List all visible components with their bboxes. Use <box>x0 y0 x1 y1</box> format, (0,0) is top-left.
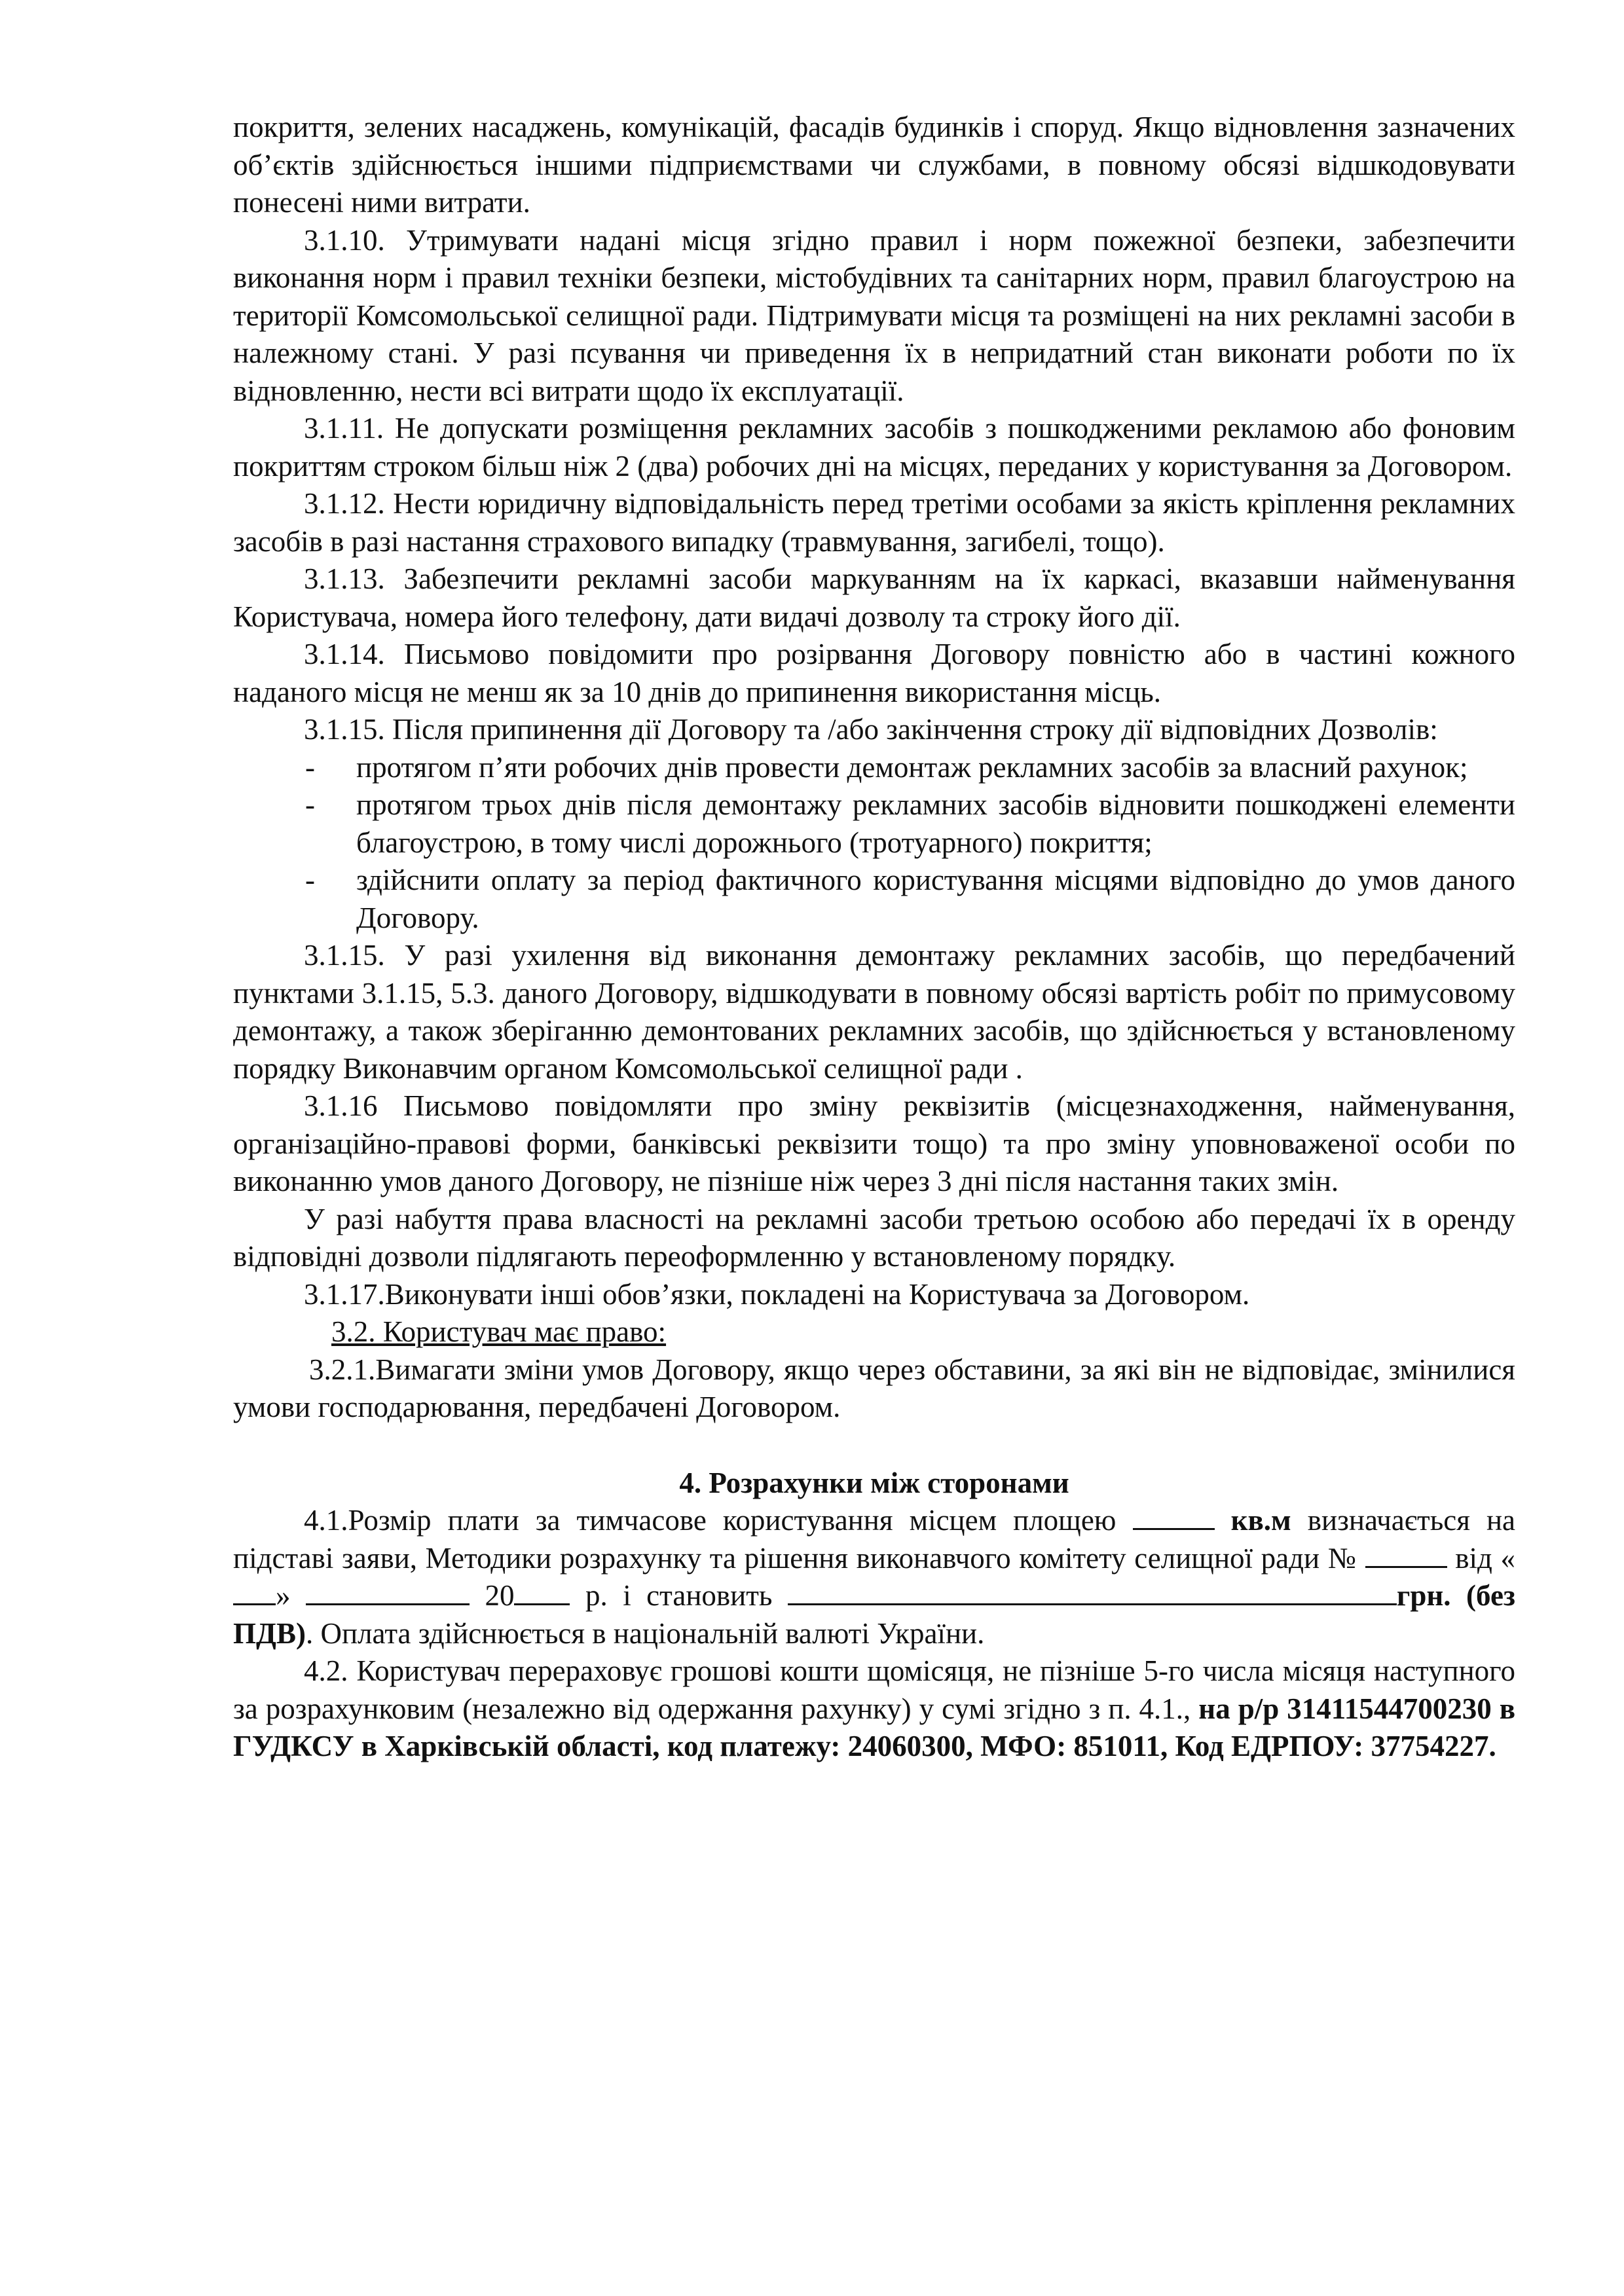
dash-bullet: - <box>305 864 315 896</box>
document-body <box>233 109 1515 1766</box>
text-fragment: грн. (без ПДВ) <box>233 1579 1515 1650</box>
subsection-title: 3.2. Користувач має право: <box>331 1315 667 1348</box>
list-item <box>233 786 1515 862</box>
text-fragment: 4.2. Користувач перераховує грошові кошти щомісяця, не пізніше 5-го числа місяця наступного за розрахунковим (незалежно від одержання рахунку) у сумі згідно з п. 4.1., <box>233 1654 1515 1725</box>
list-item <box>233 749 1515 787</box>
paragraph-3-1-15-evasion: 3.1.15. У разі ухилення від виконання демонтажу рекламних засобів, що передбачений пунктами 3.1.15, 5.3. даного Договору, відшкодувати в повному обсязі вартість робіт по примусовому демонтажу, а також зберіганню демонтованих рекламних засобів, що здійснюється у встановленому порядку Виконавчим органом Комсомольської селищної ради . <box>233 939 1515 1085</box>
list-item-text: протягом трьох днів після демонтажу рекламних засобів відновити пошкоджені елементи благоустрою, в тому числі дорожнього (тротуарного) покриття; <box>356 788 1515 859</box>
paragraph-4-2 <box>233 1652 1515 1766</box>
paragraph-3-1-15: 3.1.15. Після припинення дії Договору та /або закінчення строку дії відповідних Дозволів: <box>304 713 1438 746</box>
blank-field[interactable] <box>233 1580 276 1605</box>
paragraph-3-1-10: 3.1.10. Утримувати надані місця згідно правил і норм пожежної безпеки, забезпечити виконання норм і правил техніки безпеки, містобудівних та санітарних норм, правил благоустрою на території Комсомольської селищної ради. Підтримувати місця та розміщені на них рекламні засоби в належному стані. У разі псування чи приведення їх в непридатний стан виконати роботи по їх відновленню, нести всі витрати щодо їх експлуатації. <box>233 223 1515 407</box>
paragraph-3-1-11: 3.1.11. Не допускати розміщення рекламних засобів з пошкодженими рекламою або фоновим покриттям строком більш ніж 2 (два) робочих дні на місцях, переданих у користування за Договором. <box>233 412 1515 483</box>
text-fragment: » <box>276 1579 291 1612</box>
paragraph-ownership: У разі набуття права власності на рекламні засоби третьою особою або передачі їх в оренду відповідні дозволи підлягають переоформленню у встановленому порядку. <box>233 1202 1515 1273</box>
paragraph-3-1-13: 3.1.13. Забезпечити рекламні засоби маркуванням на їх каркасі, вказавши найменування Користувача, номера його телефону, дати видачі дозволу та строку його дії. <box>233 562 1515 633</box>
text-fragment: визначається на підставі заяви, Методики розрахунку та рішення виконавчого комітету селищної ради № <box>233 1504 1516 1575</box>
list-item-text: протягом п’яти робочих днів провести демонтаж рекламних засобів за власний рахунок; <box>356 750 1468 784</box>
list-item-text: здійснити оплату за період фактичного користування місцями відповідно до умов даного Договору. <box>356 864 1515 934</box>
paragraph-continuation: покриття, зелених насаджень, комунікацій, фасадів будинків і споруд. Якщо відновлення зазначених об’єктів здійснюється іншими підприємствами чи службами, в повному обсязі відшкодовувати понесені ними витрати. <box>233 111 1515 219</box>
bank-details: на р/р 31411544700230 в ГУДКСУ в Харківській області, код платежу: 24060300, МФО: 851011, Код ЕДРПОУ: 37754227. <box>233 1692 1516 1762</box>
text-fragment: 20 <box>485 1579 515 1612</box>
blank-field[interactable] <box>1069 1580 1397 1605</box>
paragraph-3-1-16: 3.1.16 Письмово повідомляти про зміну реквізитів (місцезнаходження, найменування, організаційно-правові форми, банківські реквізити тощо) та про зміну уповноваженої особи по виконанню умов даного Договору, не пізніше ніж через 3 дні після настання таких змін. <box>233 1089 1515 1197</box>
list-item <box>233 862 1515 937</box>
text-fragment: від « <box>1455 1541 1515 1575</box>
text-fragment: р. і становить <box>585 1579 773 1612</box>
dash-bullet: - <box>305 750 315 784</box>
dash-bullet: - <box>305 788 315 821</box>
blank-field[interactable] <box>514 1580 570 1605</box>
text-fragment: . Оплата здійснюється в національній валюті України. <box>305 1616 985 1650</box>
paragraph-3-2 <box>233 1313 1515 1351</box>
blank-field[interactable] <box>788 1580 1069 1605</box>
blank-field[interactable] <box>1365 1542 1447 1568</box>
paragraph-3-2-1: 3.2.1.Вимагати зміни умов Договору, якщо через обставини, за які він не відповідає, змінилися умови господарювання, передбачені Договором. <box>233 1353 1515 1423</box>
text-fragment: кв.м <box>1230 1504 1291 1537</box>
paragraph-3-1-12: 3.1.12. Нести юридичну відповідальність перед третіми особами за якість кріплення рекламних засобів в разі настання страхового випадку (травмування, загибелі, тощо). <box>233 487 1515 558</box>
text-fragment: 4.1.Розмір плати за тимчасове користування місцем площею <box>304 1504 1116 1537</box>
paragraph-3-1-14: 3.1.14. Письмово повідомити про розірвання Договору повністю або в частині кожного наданого місця не менш як за 10 днів до припинення використання місць. <box>233 638 1515 708</box>
paragraph-4-1 <box>233 1502 1515 1652</box>
section-heading: 4. Розрахунки між сторонами <box>679 1466 1069 1499</box>
blank-field[interactable] <box>306 1580 470 1605</box>
paragraph-3-1-17: 3.1.17.Виконувати інші обов’язки, покладені на Користувача за Договором. <box>304 1277 1250 1311</box>
blank-field[interactable] <box>1133 1504 1215 1530</box>
